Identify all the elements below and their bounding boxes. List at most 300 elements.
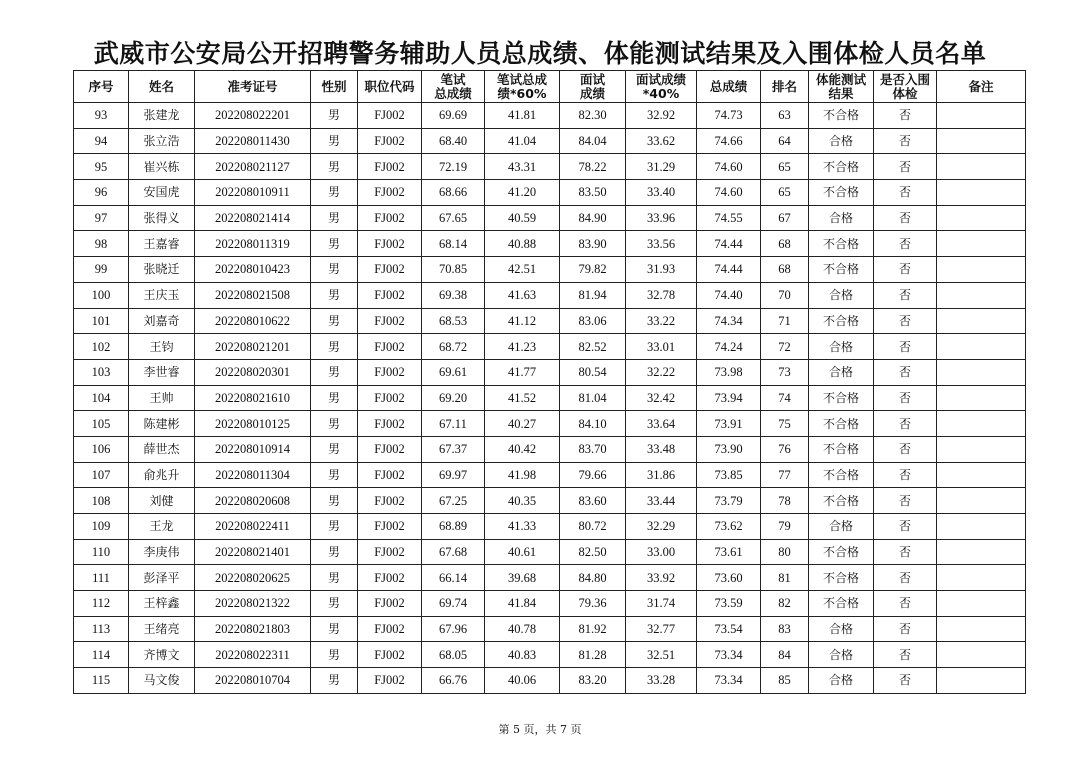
cell-interview-40: 33.62: [626, 128, 697, 154]
cell-rank: 71: [761, 308, 809, 334]
results-table: [73, 70, 1026, 694]
cell-remarks: [937, 616, 1026, 642]
cell-written-60: 40.78: [485, 616, 560, 642]
cell-interview-score: 83.06: [560, 308, 626, 334]
cell-fitness-result: 不合格: [809, 257, 874, 283]
table-row: [74, 359, 1026, 385]
cell-written-score: 68.89: [422, 514, 485, 540]
cell-gender: 男: [311, 257, 358, 283]
cell-gender: 男: [311, 205, 358, 231]
cell-physical-exam: 否: [874, 539, 937, 565]
cell-interview-score: 79.36: [560, 591, 626, 617]
cell-exam-id: 202208010914: [195, 436, 311, 462]
cell-gender: 男: [311, 334, 358, 360]
cell-remarks: [937, 488, 1026, 514]
cell-exam-id: 202208010704: [195, 668, 311, 694]
cell-written-score: 67.37: [422, 436, 485, 462]
cell-exam-id: 202208011319: [195, 231, 311, 257]
cell-written-60: 40.61: [485, 539, 560, 565]
header-total-score: 总成绩: [697, 71, 761, 103]
cell-rank: 64: [761, 128, 809, 154]
header-gender: 性别: [311, 71, 358, 103]
cell-physical-exam: 否: [874, 282, 937, 308]
cell-rank: 77: [761, 462, 809, 488]
table-row: [74, 565, 1026, 591]
cell-fitness-result: 不合格: [809, 411, 874, 437]
cell-index: 98: [74, 231, 129, 257]
cell-interview-score: 82.30: [560, 103, 626, 129]
cell-fitness-result: 不合格: [809, 565, 874, 591]
header-rank: 排名: [761, 71, 809, 103]
table-row: [74, 436, 1026, 462]
cell-total-score: 74.24: [697, 334, 761, 360]
cell-name: 王帅: [129, 385, 195, 411]
table-row: [74, 257, 1026, 283]
cell-interview-40: 33.40: [626, 180, 697, 206]
cell-exam-id: 202208022311: [195, 642, 311, 668]
cell-fitness-result: 不合格: [809, 539, 874, 565]
cell-written-score: 67.96: [422, 616, 485, 642]
cell-name: 张得义: [129, 205, 195, 231]
cell-interview-score: 81.04: [560, 385, 626, 411]
cell-gender: 男: [311, 154, 358, 180]
cell-physical-exam: 否: [874, 103, 937, 129]
cell-remarks: [937, 436, 1026, 462]
cell-gender: 男: [311, 411, 358, 437]
table-row: [74, 462, 1026, 488]
cell-name: 张立浩: [129, 128, 195, 154]
cell-name: 马文俊: [129, 668, 195, 694]
cell-physical-exam: 否: [874, 514, 937, 540]
cell-interview-40: 33.64: [626, 411, 697, 437]
cell-interview-score: 81.94: [560, 282, 626, 308]
cell-fitness-result: 不合格: [809, 385, 874, 411]
cell-interview-40: 32.42: [626, 385, 697, 411]
cell-position-code: FJ002: [358, 668, 422, 694]
cell-exam-id: 202208021127: [195, 154, 311, 180]
cell-name: 俞兆升: [129, 462, 195, 488]
cell-rank: 82: [761, 591, 809, 617]
cell-rank: 76: [761, 436, 809, 462]
cell-written-score: 69.69: [422, 103, 485, 129]
cell-total-score: 74.44: [697, 257, 761, 283]
cell-written-score: 70.85: [422, 257, 485, 283]
cell-physical-exam: 否: [874, 462, 937, 488]
cell-rank: 74: [761, 385, 809, 411]
cell-interview-40: 33.92: [626, 565, 697, 591]
cell-total-score: 74.66: [697, 128, 761, 154]
cell-written-60: 40.27: [485, 411, 560, 437]
cell-written-score: 67.65: [422, 205, 485, 231]
header-interview-score: 面试 成绩: [560, 71, 626, 103]
cell-written-score: 69.97: [422, 462, 485, 488]
cell-gender: 男: [311, 308, 358, 334]
cell-fitness-result: 不合格: [809, 462, 874, 488]
page-footer: 第 5 页，共 7 页: [498, 723, 582, 736]
cell-index: 114: [74, 642, 129, 668]
cell-interview-score: 79.66: [560, 462, 626, 488]
document-title: 武威市公安局公开招聘警务辅助人员总成绩、体能测试结果及入围体检人员名单: [93, 39, 987, 68]
cell-written-score: 67.11: [422, 411, 485, 437]
cell-physical-exam: 否: [874, 642, 937, 668]
cell-total-score: 73.79: [697, 488, 761, 514]
cell-name: 王嘉睿: [129, 231, 195, 257]
table-row: [74, 308, 1026, 334]
cell-gender: 男: [311, 128, 358, 154]
cell-interview-score: 81.92: [560, 616, 626, 642]
cell-rank: 68: [761, 257, 809, 283]
header-fitness-result: 体能测试 结果: [809, 71, 874, 103]
cell-index: 107: [74, 462, 129, 488]
cell-total-score: 74.55: [697, 205, 761, 231]
cell-physical-exam: 否: [874, 488, 937, 514]
cell-index: 104: [74, 385, 129, 411]
cell-written-60: 40.59: [485, 205, 560, 231]
table-row: [74, 385, 1026, 411]
cell-remarks: [937, 334, 1026, 360]
cell-name: 张建龙: [129, 103, 195, 129]
cell-total-score: 73.60: [697, 565, 761, 591]
cell-exam-id: 202208021322: [195, 591, 311, 617]
table-row: [74, 411, 1026, 437]
cell-written-60: 41.81: [485, 103, 560, 129]
cell-interview-40: 32.92: [626, 103, 697, 129]
cell-position-code: FJ002: [358, 103, 422, 129]
table-row: [74, 128, 1026, 154]
cell-remarks: [937, 205, 1026, 231]
cell-interview-score: 84.10: [560, 411, 626, 437]
cell-remarks: [937, 411, 1026, 437]
cell-exam-id: 202208022201: [195, 103, 311, 129]
cell-interview-score: 84.04: [560, 128, 626, 154]
cell-remarks: [937, 282, 1026, 308]
cell-total-score: 74.40: [697, 282, 761, 308]
cell-fitness-result: 不合格: [809, 591, 874, 617]
cell-total-score: 74.60: [697, 180, 761, 206]
table-row: [74, 539, 1026, 565]
cell-rank: 75: [761, 411, 809, 437]
cell-position-code: FJ002: [358, 359, 422, 385]
cell-interview-score: 81.28: [560, 642, 626, 668]
cell-rank: 70: [761, 282, 809, 308]
cell-position-code: FJ002: [358, 411, 422, 437]
cell-exam-id: 202208022411: [195, 514, 311, 540]
cell-gender: 男: [311, 359, 358, 385]
cell-written-score: 69.74: [422, 591, 485, 617]
cell-remarks: [937, 308, 1026, 334]
cell-interview-40: 33.00: [626, 539, 697, 565]
cell-physical-exam: 否: [874, 385, 937, 411]
cell-total-score: 74.73: [697, 103, 761, 129]
cell-total-score: 73.34: [697, 668, 761, 694]
cell-written-60: 39.68: [485, 565, 560, 591]
cell-written-score: 68.05: [422, 642, 485, 668]
cell-total-score: 73.94: [697, 385, 761, 411]
cell-fitness-result: 合格: [809, 359, 874, 385]
cell-position-code: FJ002: [358, 334, 422, 360]
cell-index: 108: [74, 488, 129, 514]
cell-exam-id: 202208010622: [195, 308, 311, 334]
cell-fitness-result: 不合格: [809, 488, 874, 514]
cell-written-60: 40.88: [485, 231, 560, 257]
cell-index: 110: [74, 539, 129, 565]
cell-name: 王梓鑫: [129, 591, 195, 617]
cell-gender: 男: [311, 231, 358, 257]
cell-interview-score: 83.90: [560, 231, 626, 257]
cell-index: 109: [74, 514, 129, 540]
cell-exam-id: 202208011430: [195, 128, 311, 154]
cell-remarks: [937, 514, 1026, 540]
header-index: 序号: [74, 71, 129, 103]
cell-written-score: 66.76: [422, 668, 485, 694]
cell-remarks: [937, 103, 1026, 129]
cell-interview-40: 32.51: [626, 642, 697, 668]
cell-rank: 65: [761, 180, 809, 206]
cell-written-60: 40.42: [485, 436, 560, 462]
cell-interview-score: 84.80: [560, 565, 626, 591]
cell-physical-exam: 否: [874, 436, 937, 462]
cell-gender: 男: [311, 565, 358, 591]
cell-gender: 男: [311, 180, 358, 206]
cell-total-score: 73.61: [697, 539, 761, 565]
cell-written-60: 41.33: [485, 514, 560, 540]
cell-interview-40: 33.01: [626, 334, 697, 360]
cell-fitness-result: 合格: [809, 334, 874, 360]
cell-remarks: [937, 180, 1026, 206]
cell-fitness-result: 不合格: [809, 154, 874, 180]
cell-index: 103: [74, 359, 129, 385]
table-row: [74, 668, 1026, 694]
cell-interview-40: 32.78: [626, 282, 697, 308]
cell-exam-id: 202208021508: [195, 282, 311, 308]
cell-written-60: 41.84: [485, 591, 560, 617]
cell-gender: 男: [311, 462, 358, 488]
cell-fitness-result: 不合格: [809, 436, 874, 462]
cell-interview-40: 32.29: [626, 514, 697, 540]
cell-interview-40: 32.22: [626, 359, 697, 385]
cell-fitness-result: 合格: [809, 514, 874, 540]
cell-interview-score: 80.54: [560, 359, 626, 385]
cell-position-code: FJ002: [358, 488, 422, 514]
cell-fitness-result: 不合格: [809, 103, 874, 129]
cell-physical-exam: 否: [874, 668, 937, 694]
cell-total-score: 73.62: [697, 514, 761, 540]
cell-fitness-result: 合格: [809, 128, 874, 154]
cell-remarks: [937, 257, 1026, 283]
cell-written-score: 68.66: [422, 180, 485, 206]
cell-index: 113: [74, 616, 129, 642]
table-row: [74, 514, 1026, 540]
cell-position-code: FJ002: [358, 565, 422, 591]
cell-fitness-result: 合格: [809, 642, 874, 668]
cell-written-score: 67.25: [422, 488, 485, 514]
cell-gender: 男: [311, 539, 358, 565]
cell-total-score: 73.59: [697, 591, 761, 617]
cell-position-code: FJ002: [358, 514, 422, 540]
cell-interview-40: 33.96: [626, 205, 697, 231]
cell-index: 112: [74, 591, 129, 617]
cell-fitness-result: 不合格: [809, 308, 874, 334]
cell-gender: 男: [311, 616, 358, 642]
cell-name: 王绪亮: [129, 616, 195, 642]
table-row: [74, 154, 1026, 180]
cell-fitness-result: 合格: [809, 282, 874, 308]
cell-index: 102: [74, 334, 129, 360]
cell-physical-exam: 否: [874, 231, 937, 257]
cell-exam-id: 202208010125: [195, 411, 311, 437]
cell-index: 111: [74, 565, 129, 591]
table-row: [74, 205, 1026, 231]
cell-written-score: 72.19: [422, 154, 485, 180]
cell-name: 王龙: [129, 514, 195, 540]
cell-interview-score: 83.60: [560, 488, 626, 514]
cell-position-code: FJ002: [358, 642, 422, 668]
cell-remarks: [937, 539, 1026, 565]
cell-physical-exam: 否: [874, 565, 937, 591]
cell-interview-40: 31.93: [626, 257, 697, 283]
cell-position-code: FJ002: [358, 282, 422, 308]
cell-gender: 男: [311, 591, 358, 617]
cell-rank: 72: [761, 334, 809, 360]
cell-remarks: [937, 385, 1026, 411]
cell-rank: 73: [761, 359, 809, 385]
cell-interview-40: 31.29: [626, 154, 697, 180]
cell-written-60: 42.51: [485, 257, 560, 283]
cell-exam-id: 202208010423: [195, 257, 311, 283]
cell-fitness-result: 合格: [809, 616, 874, 642]
cell-name: 李世睿: [129, 359, 195, 385]
cell-physical-exam: 否: [874, 257, 937, 283]
cell-position-code: FJ002: [358, 308, 422, 334]
table-row: [74, 591, 1026, 617]
cell-interview-score: 84.90: [560, 205, 626, 231]
cell-name: 齐博文: [129, 642, 195, 668]
cell-gender: 男: [311, 488, 358, 514]
cell-exam-id: 202208021401: [195, 539, 311, 565]
header-remarks: 备注: [937, 71, 1026, 103]
cell-interview-score: 82.52: [560, 334, 626, 360]
cell-written-score: 68.14: [422, 231, 485, 257]
cell-rank: 78: [761, 488, 809, 514]
cell-position-code: FJ002: [358, 462, 422, 488]
header-position-code: 职位代码: [358, 71, 422, 103]
cell-rank: 84: [761, 642, 809, 668]
cell-physical-exam: 否: [874, 411, 937, 437]
cell-physical-exam: 否: [874, 591, 937, 617]
cell-name: 薛世杰: [129, 436, 195, 462]
header-exam-id: 准考证号: [195, 71, 311, 103]
cell-written-60: 40.35: [485, 488, 560, 514]
cell-exam-id: 202208011304: [195, 462, 311, 488]
cell-name: 王庆玉: [129, 282, 195, 308]
cell-written-score: 67.68: [422, 539, 485, 565]
cell-interview-40: 33.22: [626, 308, 697, 334]
cell-position-code: FJ002: [358, 436, 422, 462]
cell-physical-exam: 否: [874, 180, 937, 206]
cell-rank: 63: [761, 103, 809, 129]
cell-total-score: 73.85: [697, 462, 761, 488]
cell-position-code: FJ002: [358, 128, 422, 154]
cell-total-score: 74.34: [697, 308, 761, 334]
cell-rank: 65: [761, 154, 809, 180]
cell-remarks: [937, 668, 1026, 694]
cell-fitness-result: 不合格: [809, 180, 874, 206]
cell-gender: 男: [311, 514, 358, 540]
table-row: [74, 180, 1026, 206]
cell-gender: 男: [311, 385, 358, 411]
cell-interview-40: 33.28: [626, 668, 697, 694]
cell-exam-id: 202208021414: [195, 205, 311, 231]
cell-total-score: 73.91: [697, 411, 761, 437]
cell-interview-score: 83.70: [560, 436, 626, 462]
table-row: [74, 334, 1026, 360]
cell-interview-40: 33.56: [626, 231, 697, 257]
cell-gender: 男: [311, 282, 358, 308]
cell-rank: 79: [761, 514, 809, 540]
cell-total-score: 73.34: [697, 642, 761, 668]
cell-index: 96: [74, 180, 129, 206]
cell-total-score: 73.54: [697, 616, 761, 642]
cell-written-60: 41.04: [485, 128, 560, 154]
table-row: [74, 103, 1026, 129]
header-written-score: 笔试 总成绩: [422, 71, 485, 103]
cell-gender: 男: [311, 668, 358, 694]
cell-written-60: 41.20: [485, 180, 560, 206]
cell-remarks: [937, 231, 1026, 257]
cell-physical-exam: 否: [874, 128, 937, 154]
cell-interview-score: 80.72: [560, 514, 626, 540]
cell-exam-id: 202208020301: [195, 359, 311, 385]
cell-written-60: 41.63: [485, 282, 560, 308]
cell-index: 97: [74, 205, 129, 231]
cell-name: 王钧: [129, 334, 195, 360]
cell-gender: 男: [311, 642, 358, 668]
cell-position-code: FJ002: [358, 231, 422, 257]
cell-position-code: FJ002: [358, 539, 422, 565]
cell-index: 115: [74, 668, 129, 694]
cell-fitness-result: 合格: [809, 668, 874, 694]
cell-index: 94: [74, 128, 129, 154]
cell-written-score: 66.14: [422, 565, 485, 591]
cell-written-score: 69.38: [422, 282, 485, 308]
cell-remarks: [937, 565, 1026, 591]
cell-exam-id: 202208010911: [195, 180, 311, 206]
cell-interview-score: 83.50: [560, 180, 626, 206]
cell-total-score: 74.44: [697, 231, 761, 257]
cell-interview-40: 31.86: [626, 462, 697, 488]
header-physical-exam: 是否入围 体检: [874, 71, 937, 103]
header-name: 姓名: [129, 71, 195, 103]
cell-exam-id: 202208021201: [195, 334, 311, 360]
cell-index: 95: [74, 154, 129, 180]
cell-index: 105: [74, 411, 129, 437]
cell-rank: 67: [761, 205, 809, 231]
cell-rank: 83: [761, 616, 809, 642]
cell-written-60: 41.12: [485, 308, 560, 334]
cell-interview-score: 79.82: [560, 257, 626, 283]
cell-interview-score: 82.50: [560, 539, 626, 565]
cell-index: 93: [74, 103, 129, 129]
cell-position-code: FJ002: [358, 385, 422, 411]
cell-exam-id: 202208021610: [195, 385, 311, 411]
cell-name: 陈建彬: [129, 411, 195, 437]
cell-index: 99: [74, 257, 129, 283]
cell-physical-exam: 否: [874, 359, 937, 385]
cell-name: 安国虎: [129, 180, 195, 206]
table-body: [74, 103, 1026, 694]
cell-written-60: 43.31: [485, 154, 560, 180]
cell-fitness-result: 不合格: [809, 231, 874, 257]
